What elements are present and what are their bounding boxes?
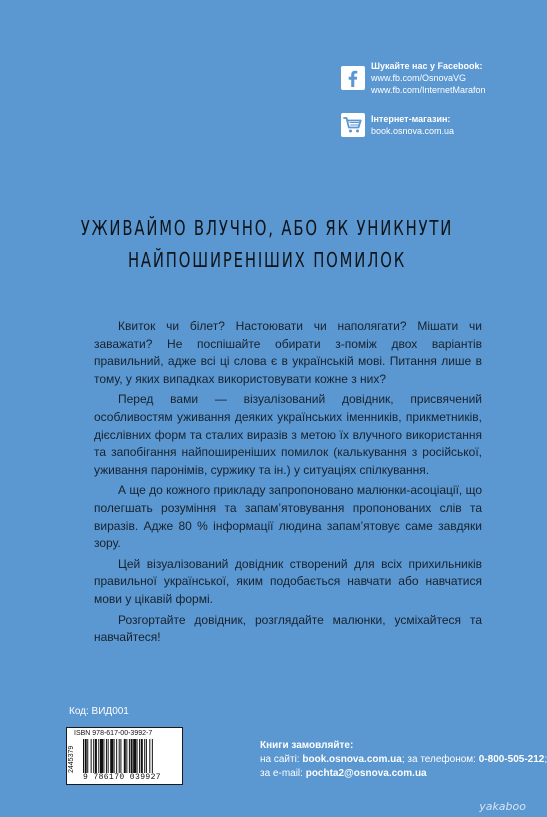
shop-heading: Інтернет-магазин:	[371, 114, 451, 124]
barcode-bar	[87, 739, 88, 773]
barcode-side-number: 2445379	[68, 745, 75, 773]
barcode-bar	[106, 739, 107, 773]
barcode	[66, 727, 183, 785]
barcode-bar	[116, 739, 117, 773]
cart-icon	[341, 113, 365, 137]
barcode-bar	[98, 739, 99, 773]
barcode-bar	[149, 739, 150, 773]
yakaboo-watermark: yakaboo	[479, 800, 526, 813]
barcode-bar	[144, 739, 145, 773]
barcode-bar	[141, 739, 143, 773]
order-site-link[interactable]: book.osnova.com.ua	[302, 754, 402, 765]
barcode-bar	[129, 739, 130, 773]
headline-line-1: УЖИВАЙМО ВЛУЧНО, АБО ЯК УНИКНУТИ	[80, 216, 454, 240]
barcode-bar	[93, 739, 94, 773]
barcode-bar	[124, 739, 126, 773]
paragraph: Квиток чи білет? Настоювати чи наполягати? Мішати чи заважати? Не поспішайте обирати з-поміж двох варіантів правильний, адже всі ці слова є в українській мові. Питання лише в тому, у яких випадках використовувати кожне з них?	[94, 319, 482, 386]
product-code: Код: ВИД001	[69, 706, 129, 717]
shop-contact	[341, 113, 454, 137]
isbn-label: ISBN 978-617-00-3992-7	[74, 730, 153, 737]
order-phone-prefix: ; за телефоном:	[401, 754, 479, 765]
barcode-bar	[110, 739, 113, 773]
order-email[interactable]: pochta2@osnova.com.ua	[305, 768, 427, 779]
barcode-bars	[83, 739, 181, 773]
facebook-contact	[341, 60, 486, 96]
order-info	[260, 739, 547, 781]
paragraph: Перед вами — візуалізований довідник, присвячений особливостям уживання деяких українських іменників, прикметників, дієслівних форм та сталих виразів з метою їх влучного використання та запобігання найпоширеніших помилок (калькування з російської, уживання паронімів, суржику та ін.) у ситуаціях спілкування.	[94, 392, 482, 477]
order-phone-suffix: ;	[544, 754, 547, 765]
facebook-heading: Шукайте нас у Facebook:	[371, 61, 483, 71]
book-headline	[69, 212, 464, 276]
barcode-bar	[152, 739, 153, 773]
barcode-bar	[137, 739, 138, 773]
shop-link[interactable]: book.osnova.com.ua	[371, 126, 455, 136]
barcode-number: 9 786170 039927	[83, 773, 162, 782]
barcode-bar	[95, 739, 97, 773]
barcode-bar	[100, 739, 103, 773]
order-email-prefix: за e-mail:	[260, 768, 306, 779]
paragraph: Цей візуалізований довідник створений для всіх прихильників правильної української, яким подобається навчати або навчатися мови у цікавій формі.	[94, 556, 482, 606]
paragraph: Розгортайте довідник, розглядайте малюнки, усміхайтеся та навчайтеся!	[94, 612, 482, 645]
headline-line-2: НАЙПОШИРЕНІШИХ ПОМИЛОК	[127, 248, 407, 272]
facebook-link-marafon[interactable]: www.fb.com/InternetMarafon	[371, 85, 486, 95]
barcode-bar	[114, 739, 115, 773]
barcode-bar	[91, 739, 92, 773]
order-site-prefix: на сайті:	[260, 754, 303, 765]
barcode-bar	[139, 739, 140, 773]
barcode-bar	[103, 739, 104, 773]
order-heading: Книги замовляйте:	[260, 740, 354, 751]
barcode-bar	[146, 739, 147, 773]
description-text	[94, 318, 482, 650]
facebook-link-osnova[interactable]: www.fb.com/OsnovaVG	[371, 73, 467, 83]
barcode-bar	[108, 739, 109, 773]
barcode-bar	[131, 739, 133, 773]
barcode-bar	[126, 739, 127, 773]
barcode-bar	[119, 739, 120, 773]
order-phone[interactable]: 0-800-505-212	[478, 754, 545, 765]
barcode-bar	[133, 739, 136, 773]
facebook-icon	[341, 66, 365, 90]
barcode-bar	[85, 739, 87, 773]
barcode-bar	[83, 739, 84, 773]
barcode-bar	[120, 739, 121, 773]
paragraph: А ще до кожного прикладу запропоновано малюнки-асоціації, що полегшать розуміння та запам’ятовування пропонованих слів та виразів. Адже 80 % інформації людина запам’ятовує саме завдяки зору.	[94, 483, 482, 551]
